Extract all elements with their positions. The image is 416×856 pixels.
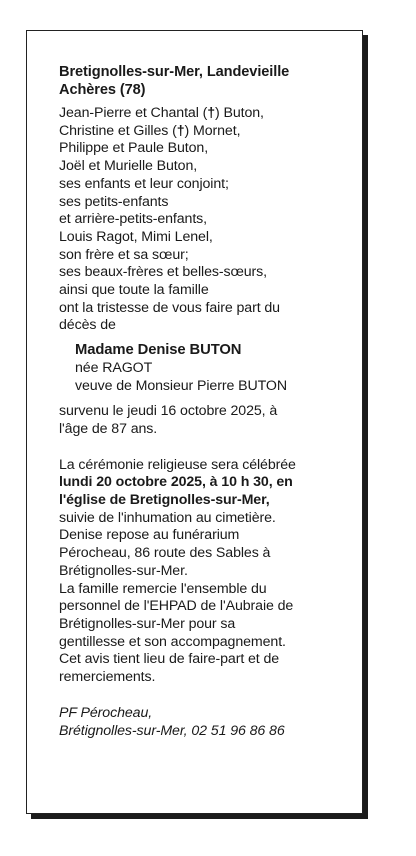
signature-line: PF Pérocheau, <box>59 704 153 721</box>
deceased-block <box>59 342 349 395</box>
notice-content <box>59 63 349 740</box>
family-line: ainsi que toute la famille <box>59 282 209 299</box>
family-line: son frère et sa sœur; <box>59 246 189 263</box>
death-line: l'âge de 87 ans. <box>59 420 158 437</box>
family-line: ses enfants et leur conjoint; <box>59 175 229 192</box>
family-line: et arrière-petits-enfants, <box>59 211 208 228</box>
ceremony-line: Brétignolles-sur-Mer pour sa <box>59 615 236 632</box>
death-line: survenu le jeudi 16 octobre 2025, à <box>59 403 278 420</box>
ceremony-place: l'église de Bretignolles-sur-Mer, <box>59 492 270 509</box>
ceremony-line: suivie de l'inhumation au cimetière. <box>59 509 276 526</box>
family-line: Louis Ragot, Mimi Lenel, <box>59 228 213 245</box>
heading-line-2: Achères (78) <box>59 82 146 98</box>
cross-icon: † <box>207 105 216 121</box>
deceased-name: Madame Denise BUTON <box>75 342 242 359</box>
family-line: ont la tristesse de vous faire part du <box>59 299 280 316</box>
ceremony-line: Brétignolles-sur-Mer. <box>59 562 188 579</box>
ceremony-line: remerciements. <box>59 669 156 686</box>
ceremony-line: Pérocheau, 86 route des Sables à <box>59 545 271 562</box>
deceased-maiden-name: née RAGOT <box>75 359 153 376</box>
ceremony-info <box>59 457 349 687</box>
ceremony-line: personnel de l'EHPAD de l'Aubraie de <box>59 598 294 615</box>
deceased-widow-of: veuve de Monsieur Pierre BUTON <box>75 377 288 394</box>
funeral-home-signature <box>59 705 349 740</box>
cross-icon: † <box>176 122 185 139</box>
family-line: ses beaux-frères et belles-sœurs, <box>59 264 268 281</box>
family-line: Christine et Gilles (†) Mornet, <box>59 122 241 139</box>
ceremony-line: La famille remercie l'ensemble du <box>59 580 267 597</box>
ceremony-line: Denise repose au funérarium <box>59 527 240 544</box>
obituary-notice <box>26 30 363 814</box>
signature-line: Brétignolles-sur-Mer, 02 51 96 86 86 <box>59 722 285 739</box>
notice-heading <box>59 63 349 99</box>
ceremony-intro: La cérémonie religieuse sera célébrée <box>59 456 296 473</box>
ceremony-date: lundi 20 octobre 2025, à 10 h 30, en <box>59 474 293 491</box>
family-list <box>59 105 349 335</box>
death-info <box>59 403 349 438</box>
family-line: ses petits-enfants <box>59 193 169 210</box>
ceremony-line: Cet avis tient lieu de faire-part et de <box>59 651 280 668</box>
heading-line-1: Bretignolles-sur-Mer, Landevieille <box>59 64 290 80</box>
family-line: Joël et Murielle Buton, <box>59 158 198 175</box>
family-line: décès de <box>59 317 116 334</box>
family-line: Philippe et Paule Buton, <box>59 140 209 157</box>
ceremony-line: gentillesse et son accompagnement. <box>59 633 286 650</box>
family-line: Jean-Pierre et Chantal (†) Buton, <box>59 105 264 121</box>
